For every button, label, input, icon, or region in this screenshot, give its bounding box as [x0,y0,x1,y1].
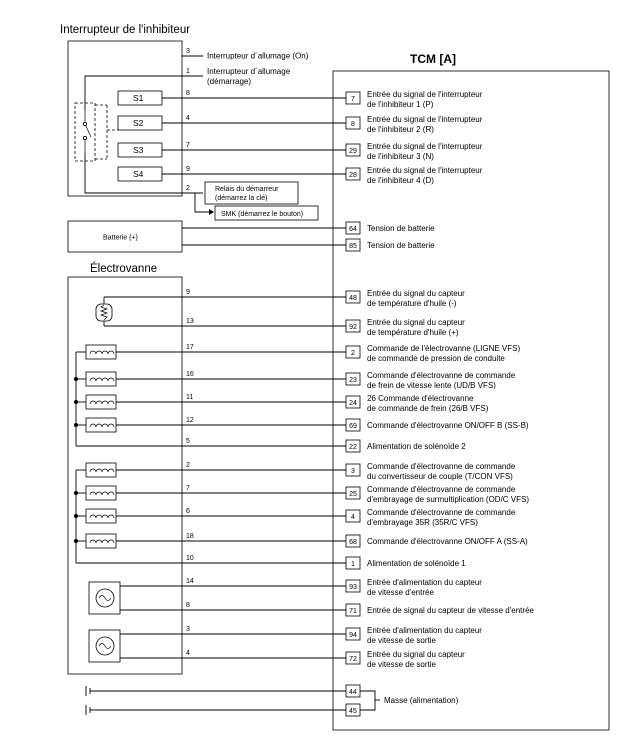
tcm-pin-label: Commande d'électrovanne de commande [367,371,516,380]
tcm-pin-label-line2: de vitesse de sortie [367,636,436,645]
inhibitor-switch-title: Interrupteur de l'inhibiteur [60,24,191,36]
svg-text:(démarrage): (démarrage) [207,77,252,86]
tcm-pin-number: 1 [351,561,355,568]
tcm-pin-label-line2: de température d'huile (+) [367,328,459,337]
tcm-pin-label-line2: de l'inhibiteur 1 (P) [367,100,434,109]
smk-box [215,206,318,220]
starter-relay-box [205,182,298,204]
solenoid-wire [182,485,346,493]
svg-text:17: 17 [186,344,194,351]
solenoid-wire [182,438,346,446]
inhibitor-switch-s3 [118,143,162,157]
solenoid-coil-icon [86,395,116,409]
tcm-pin-number: 24 [349,400,357,407]
tcm-pin-entry [346,371,516,390]
svg-text:8: 8 [186,602,190,609]
tcm-pin-entry [346,344,520,363]
inhibitor-pin-3 [182,48,309,61]
tcm-pin-entry [346,485,529,504]
tcm-pin-label: Entrée du signal de l'interrupteur [367,142,483,151]
solenoid-wire [182,533,346,541]
solenoid-wire [182,650,346,658]
tcm-pin-number: 92 [349,324,357,331]
battery-label: Batterie (+) [103,234,138,242]
tcm-pin-label-line2: d'embrayage 35R (35R/C VFS) [367,518,478,527]
tcm-pin-label: Tension de batterie [367,241,435,250]
tcm-pin-label: Commande de l'électrovanne (LIGNE VFS) [367,344,521,353]
svg-text:S2: S2 [133,118,144,128]
tcm-pin-entry [346,222,435,234]
tcm-pin-number: 25 [349,491,357,498]
tcm-pin-label-line2: de frein de vitesse lente (UD/B VFS) [367,381,496,390]
solenoid-wire [182,578,346,586]
svg-text:10: 10 [186,555,194,562]
solenoid-wire [182,555,346,563]
solenoid-coil-icon [86,418,116,432]
svg-text:2: 2 [186,462,190,469]
svg-text:44: 44 [349,689,357,696]
tcm-ground-pin-44 [346,685,360,697]
solenoid-coil-icon [86,534,116,548]
tcm-pin-number: 72 [349,656,357,663]
tcm-pin-label: Entrée d'alimentation du capteur [367,626,482,635]
tcm-pin-label: Entrée du signal de l'interrupteur [367,115,483,124]
tcm-ground-pin-45 [346,704,360,716]
tcm-pin-label: Tension de batterie [367,224,435,233]
tcm-pin-label-line2: de l'inhibiteur 4 (D) [367,176,434,185]
svg-text:1: 1 [186,68,190,75]
svg-text:Interrupteur d´allumage (On): Interrupteur d´allumage (On) [207,51,309,61]
tcm-title: TCM [A] [410,52,456,66]
svg-text:3: 3 [186,626,190,633]
svg-text:S1: S1 [133,93,144,103]
tcm-pin-label: Commande d'électrovanne de commande [367,485,516,494]
tcm-pin-label-line2: d'embrayage de surmultiplication (OD/C VFS) [367,495,530,504]
solenoid-wire [182,508,346,516]
solenoid-wire [182,394,346,402]
svg-text:14: 14 [186,578,194,585]
tcm-pin-number: 28 [349,172,357,179]
svg-text:7: 7 [186,142,190,149]
tcm-pin-label: Alimentation de solénoïde 1 [367,559,466,568]
tcm-pin-entry [346,419,529,431]
svg-text:Interrupteur d´allumage: Interrupteur d´allumage [207,67,291,76]
tcm-pin-label-line2: de température d'huile (-) [367,299,457,308]
ground-symbol-icon [86,686,346,696]
solenoid-coil-icon [86,345,116,359]
tcm-pin-label-line2: de vitesse d'entrée [367,588,434,597]
solenoid-coil-icon [86,372,116,386]
svg-text:Relais du démarreur: Relais du démarreur [215,186,279,193]
inhibitor-s3-wire [182,142,346,150]
tcm-pin-label: Commande d'électrovanne de commande [367,462,516,471]
input-speed-sensor-icon [89,582,120,614]
svg-text:11: 11 [186,394,194,401]
solenoid-wire [182,626,346,634]
svg-text:16: 16 [186,371,194,378]
solenoid-coil-icon [86,509,116,523]
inhibitor-s2-wire [182,115,346,123]
solenoid-wire [182,318,346,326]
ground-label: Masse (alimentation) [384,696,459,705]
tcm-pin-number: 7 [351,96,355,103]
tcm-pin-number: 29 [349,148,357,155]
solenoid-wire [182,344,346,352]
svg-text:8: 8 [186,90,190,97]
svg-text:3: 3 [186,48,190,55]
tcm-pin-label: Commande d'électrovanne ON/OFF A (SS-A) [367,537,528,546]
svg-text:S3: S3 [133,145,144,155]
solenoid-coil-icon [86,463,116,477]
tcm-pin-number: 3 [351,468,355,475]
solenoid-wire [182,462,346,470]
tcm-pin-entry [346,604,535,616]
solenoid-coil-icon [86,486,116,500]
inhibitor-pin-1 [182,67,291,86]
tcm-pin-label: Entrée du signal du capteur [367,650,465,659]
svg-text:5: 5 [186,438,190,445]
svg-text:S4: S4 [133,169,144,179]
tcm-pin-number: 64 [349,226,357,233]
svg-text:2: 2 [186,185,190,192]
inhibitor-s4-wire [182,166,346,174]
tcm-pin-label: 26 Commande d'électrovanne [367,394,474,403]
tcm-pin-number: 23 [349,377,357,384]
tcm-pin-number: 8 [351,121,355,128]
tcm-pin-number: 71 [349,608,357,615]
tcm-pin-entry [346,239,435,251]
solenoid-wire [182,602,346,610]
svg-text:45: 45 [349,708,357,715]
tcm-pin-number: 85 [349,243,357,250]
svg-text:(démarrez la clé): (démarrez la clé) [215,195,268,202]
tcm-pin-entry [346,394,489,413]
tcm-pin-number: 68 [349,539,357,546]
tcm-pin-label: Entrée du signal du capteur [367,318,465,327]
tcm-pin-label: Entrée du signal de l'interrupteur [367,90,483,99]
inhibitor-s1-wire [182,90,346,98]
tcm-pin-label-line2: de l'inhibiteur 3 (N) [367,152,434,161]
tcm-pin-number: 69 [349,423,357,430]
solenoid-wire [182,417,346,425]
tcm-pin-number: 93 [349,584,357,591]
tcm-pin-label-line2: de l'inhibiteur 2 (R) [367,125,434,134]
solenoid-box [68,277,182,674]
tcm-pin-label-line2: de commande de pression de conduite [367,354,505,363]
tcm-pin-number: 48 [349,295,357,302]
tcm-pin-label: Commande d'électrovanne ON/OFF B (SS-B) [367,421,529,430]
svg-text:9: 9 [186,289,190,296]
inhibitor-switch-s2 [118,116,162,130]
svg-text:4: 4 [186,650,190,657]
tcm-pin-number: 22 [349,444,357,451]
svg-text:6: 6 [186,508,190,515]
svg-text:13: 13 [186,318,194,325]
tcm-pin-entry [346,535,528,547]
solenoid-title: Électrovanne [90,263,158,275]
tcm-pin-label: Commande d'électrovanne de commande [367,508,516,517]
tcm-pin-label: Alimentation de solénoïde 2 [367,442,466,451]
output-speed-sensor-icon [89,630,120,662]
inhibitor-switch-s4 [118,167,162,181]
tcm-pin-label: Entrée du signal de l'interrupteur [367,166,483,175]
tcm-pin-label-line2: du convertisseur de couple (T/CON VFS) [367,472,513,481]
tcm-pin-number: 4 [351,514,355,521]
tcm-pin-number: 94 [349,632,357,639]
svg-text:12: 12 [186,417,194,424]
svg-text:18: 18 [186,533,194,540]
tcm-pin-label: Entrée de signal du capteur de vitesse d'entrée [367,606,534,615]
tcm-pin-entry [346,462,516,481]
solenoid-wire [182,289,346,297]
svg-text:SMK (démarrez le bouton): SMK (démarrez le bouton) [221,211,304,218]
tcm-pin-label-line2: de commande de frein (26/B VFS) [367,404,489,413]
tcm-pin-label: Entrée d'alimentation du capteur [367,578,482,587]
tcm-pin-label: Entrée du signal du capteur [367,289,465,298]
tcm-pin-number: 2 [351,350,355,357]
svg-text:7: 7 [186,485,190,492]
inhibitor-switch-s1 [118,91,162,105]
ground-symbol-icon [86,705,346,715]
svg-text:9: 9 [186,166,190,173]
svg-text:4: 4 [186,115,190,122]
solenoid-wire [182,371,346,379]
tcm-pin-label-line2: de vitesse de sortie [367,660,436,669]
